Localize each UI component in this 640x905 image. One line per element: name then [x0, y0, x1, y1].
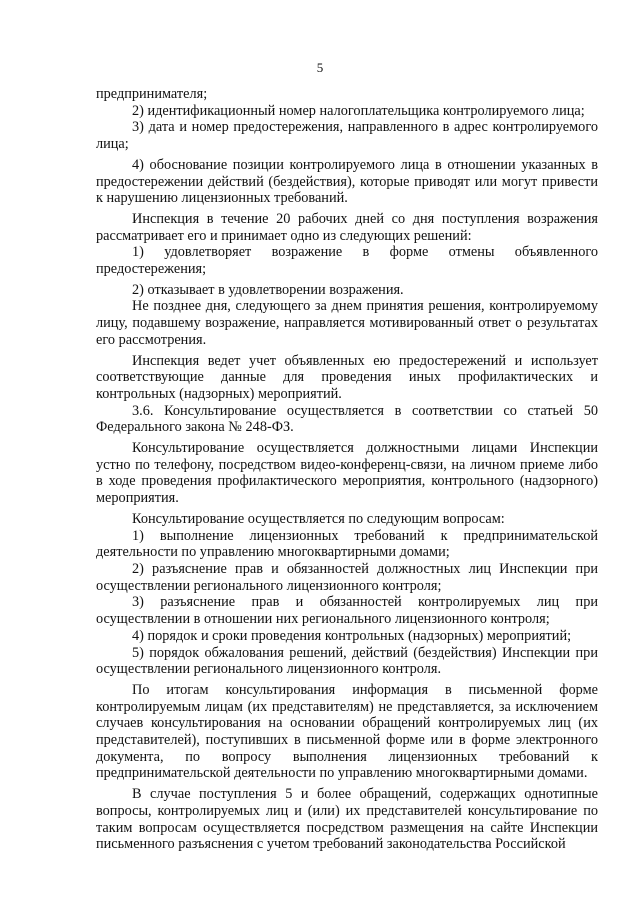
list-item-justification: 4) обоснование позиции контролируемого лица в отношении указанных в предостережении действий (бездействия), которые приводят или могут привести к нарушению лицензионных требований. — [96, 156, 598, 207]
paragraph-continuation: предпринимателя; — [96, 86, 208, 102]
list-item-controlled-rights: 3) разъяснение прав и обязанностей контролируемых лиц при осуществлении в отношении них регионального лицензионного контроля; — [96, 594, 598, 628]
paragraph-inspection-review: Инспекция в течение 20 рабочих дней со дня поступления возражения рассматривает его и принимает одно из следующих решений: — [96, 210, 598, 244]
list-item-warning-date: 3) дата и номер предостережения, направленного в адрес контролируемого лица; — [96, 119, 598, 153]
list-item-taxpayer-id: 2) идентификационный номер налогоплательщика контролируемого лица; — [132, 102, 585, 119]
list-item-satisfies: 1) удовлетворяет возражение в форме отмены объявленного предостережения; — [96, 244, 598, 278]
paragraph-section-3-6: 3.6. Консультирование осуществляется в соответствии со статьей 50 Федерального закона № 248-ФЗ. — [96, 402, 598, 436]
list-item-procedure-terms: 4) порядок и сроки проведения контрольных (надзорных) мероприятий; — [132, 627, 572, 644]
paragraph-consulting-topics: Консультирование осуществляется по следующим вопросам: — [132, 510, 505, 527]
page-number: 5 — [316, 60, 324, 75]
list-item-license-requirements: 1) выполнение лицензионных требований к предпринимательской деятельности по управлению многоквартирными домами; — [96, 527, 598, 561]
paragraph-reasoned-response: Не позднее дня, следующего за днем принятия решения, контролируемому лицу, подавшему возражение, направляется мотивированный ответ о результатах его рассмотрения. — [96, 298, 598, 348]
paragraph-written-info: По итогам консультирования информация в письменной форме контролируемым лицам (их представителям) не представляется, за исключением случаев консультирования на основании обращений контролируемых лиц (их представителей), поступивших в письменной форме или в форме электронного документа, по вопросу выполнения лицензионных требований к предпринимательской деятельности по управлению многоквартирными домами. — [96, 681, 598, 782]
document-body — [96, 86, 598, 853]
list-item-appeal-procedure: 5) порядок обжалования решений, действий (бездействия) Инспекции при осуществлении регионального лицензионного контроля. — [96, 644, 598, 678]
paragraph-multiple-requests: В случае поступления 5 и более обращений, содержащих однотипные вопросы, контролируемых лиц и (или) их представителей консультирование по таким вопросам осуществляется посредством размещения на сайте Инспекции письменного разъяснения с учетом требований законодательства Российской — [96, 786, 598, 853]
list-item-officials-rights: 2) разъяснение прав и обязанностей должностных лиц Инспекции при осуществлении регионального лицензионного контроля; — [96, 560, 598, 594]
paragraph-consulting-methods: Консультирование осуществляется должностными лицами Инспекции устно по телефону, посредством видео-конференц-связи, на личном приеме либо в ходе проведения профилактического мероприятия, контрольного (надзорного) мероприятия. — [96, 440, 598, 507]
paragraph-warnings-record: Инспекция ведет учет объявленных ею предостережений и использует соответствующие данные для проведения иных профилактических и контрольных (надзорных) мероприятий. — [96, 352, 598, 402]
list-item-refuses: 2) отказывает в удовлетворении возражения. — [132, 281, 404, 298]
